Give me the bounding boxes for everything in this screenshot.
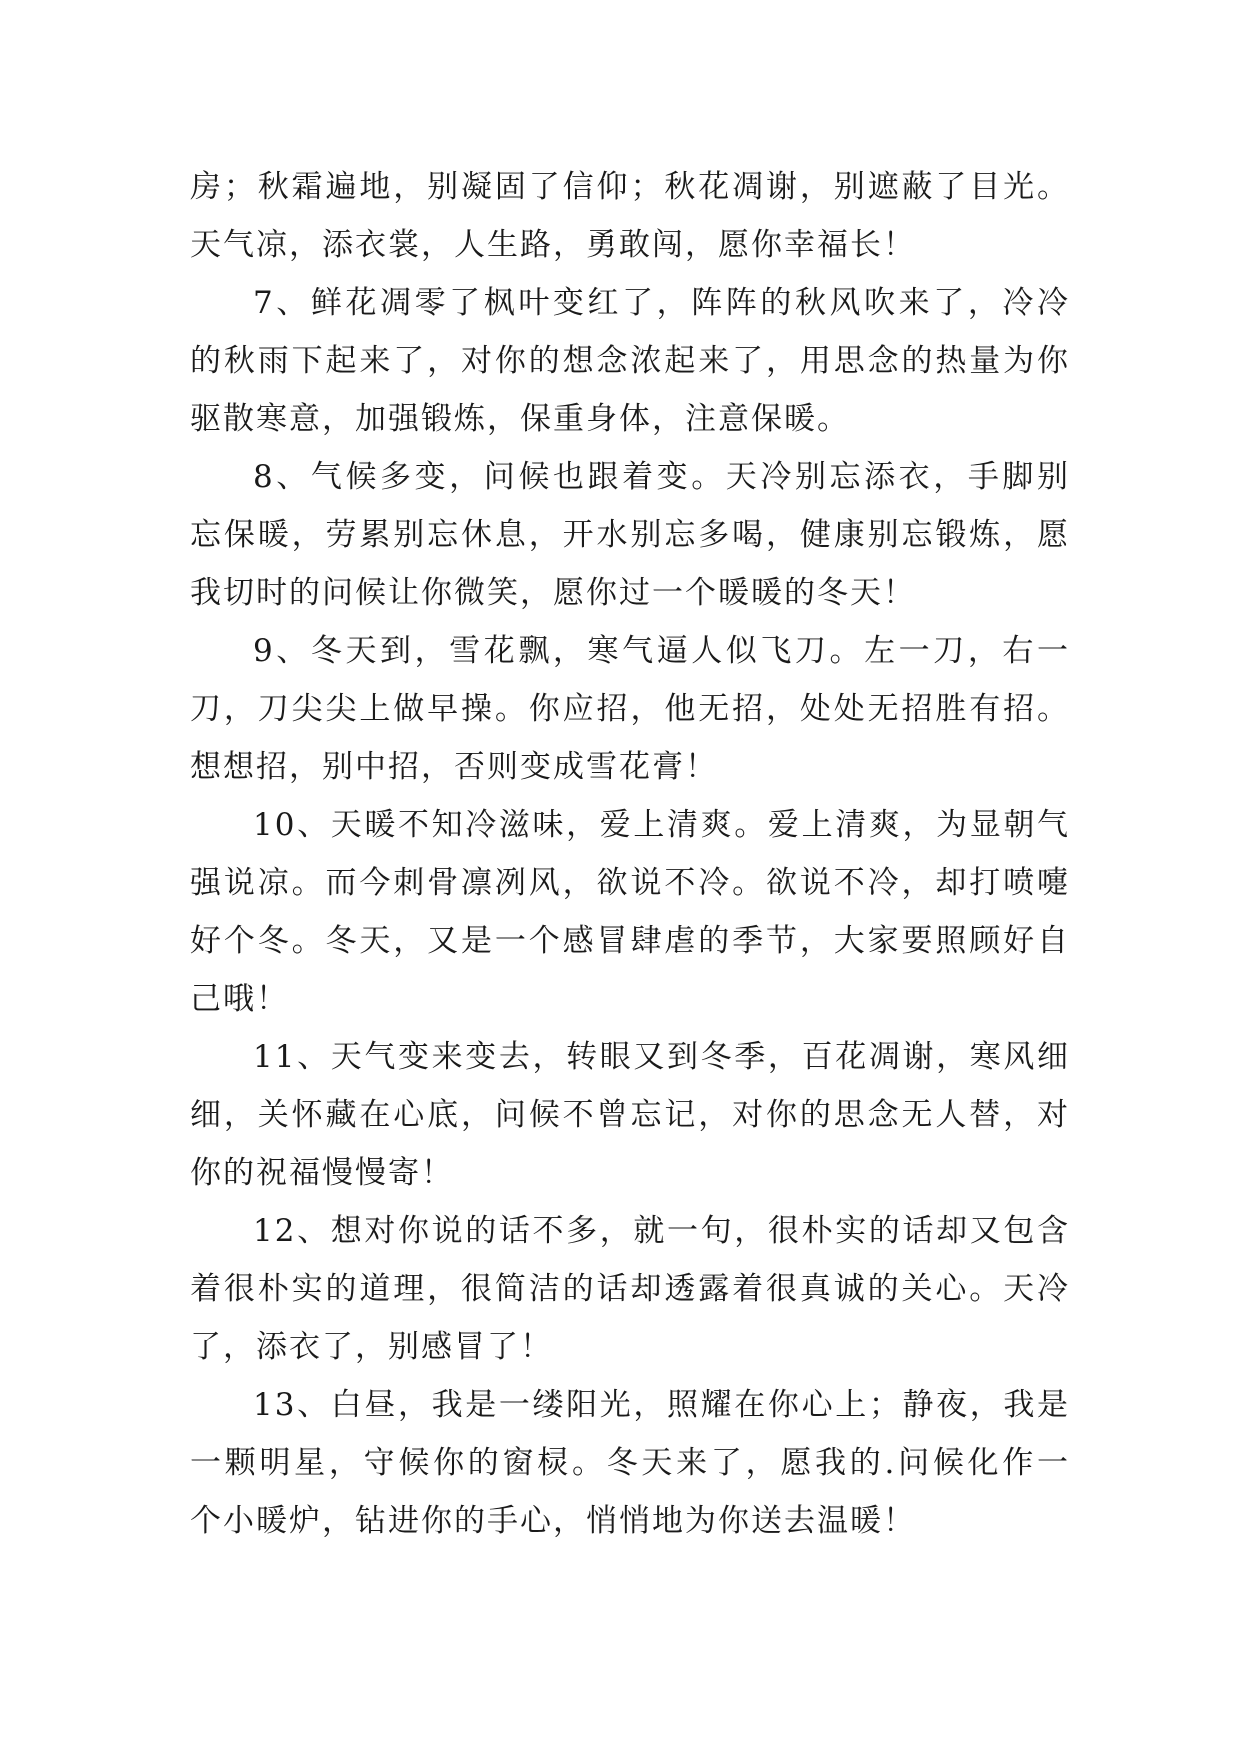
text-line: 12、想对你说的话不多，就一句，很朴实的话却又包含 bbox=[253, 1213, 1070, 1249]
text-line: 刀，刀尖尖上做早操。你应招，他无招，处处无招胜有招。 bbox=[190, 691, 1070, 727]
text-line: 细，关怀藏在心底，问候不曾忘记，对你的思念无人替，对 bbox=[190, 1097, 1070, 1133]
text-line: 驱散寒意，加强锻炼，保重身体，注意保暖。 bbox=[190, 401, 850, 437]
document-body bbox=[190, 158, 1070, 1550]
text-line: 7、鲜花凋零了枫叶变红了，阵阵的秋风吹来了，冷冷 bbox=[253, 285, 1070, 321]
text-line: 的秋雨下起来了，对你的想念浓起来了，用思念的热量为你 bbox=[190, 343, 1070, 379]
text-line: 11、天气变来变去，转眼又到冬季，百花凋谢，寒风细 bbox=[253, 1039, 1070, 1075]
text-line: 个小暖炉，钻进你的手心，悄悄地为你送去温暖！ bbox=[190, 1503, 916, 1539]
text-line: 己哦！ bbox=[190, 981, 289, 1017]
text-line: 我切时的问候让你微笑，愿你过一个暖暖的冬天！ bbox=[190, 575, 916, 611]
text-line: 天气凉，添衣裳，人生路，勇敢闯，愿你幸福长！ bbox=[190, 227, 916, 263]
text-line: 房；秋霜遍地，别凝固了信仰；秋花凋谢，别遮蔽了目光。 bbox=[190, 169, 1070, 205]
text-line: 一颗明星，守候你的窗棂。冬天来了，愿我的.问候化作一 bbox=[190, 1445, 1070, 1481]
text-line: 10、天暖不知冷滋味，爱上清爽。爱上清爽，为显朝气 bbox=[253, 807, 1070, 843]
text-line: 了，添衣了，别感冒了！ bbox=[190, 1329, 553, 1365]
text-line: 强说凉。而今刺骨凛冽风，欲说不冷。欲说不冷，却打喷嚏 bbox=[190, 865, 1070, 901]
text-line: 着很朴实的道理，很简洁的话却透露着很真诚的关心。天冷 bbox=[190, 1271, 1070, 1307]
text-line: 9、冬天到，雪花飘，寒气逼人似飞刀。左一刀，右一 bbox=[253, 633, 1070, 669]
text-line: 忘保暖，劳累别忘休息，开水别忘多喝，健康别忘锻炼，愿 bbox=[190, 517, 1070, 553]
text-line: 8、气候多变，问候也跟着变。天冷别忘添衣，手脚别 bbox=[253, 459, 1070, 495]
text-line: 好个冬。冬天，又是一个感冒肆虐的季节，大家要照顾好自 bbox=[190, 923, 1070, 959]
text-line: 13、白昼，我是一缕阳光，照耀在你心上；静夜，我是 bbox=[253, 1387, 1070, 1423]
text-line: 你的祝福慢慢寄！ bbox=[190, 1155, 454, 1191]
text-line: 想想招，别中招，否则变成雪花膏！ bbox=[190, 749, 718, 785]
